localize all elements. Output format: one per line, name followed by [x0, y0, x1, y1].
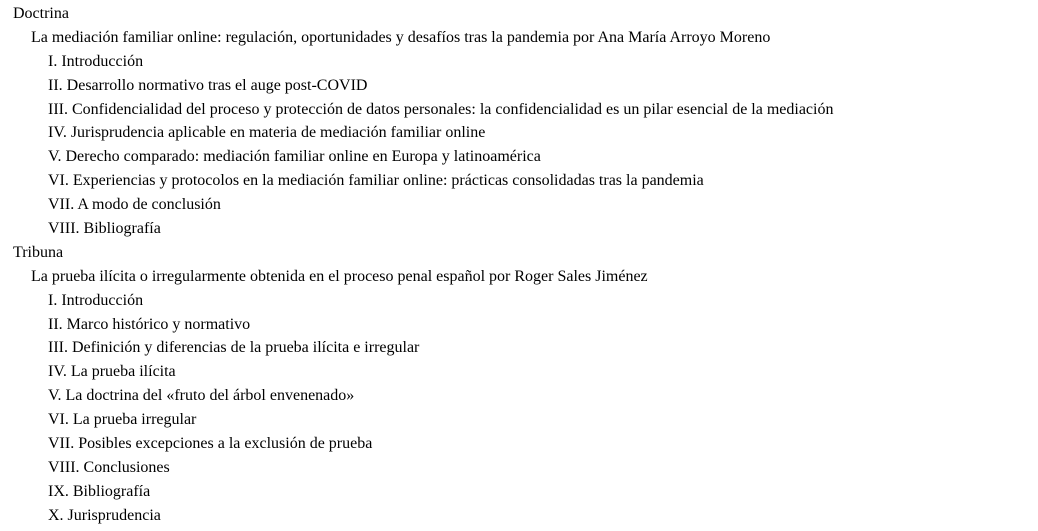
toc-chapter[interactable]: IV. Jurisprudencia aplicable en materia de mediación familiar online — [48, 124, 486, 142]
toc-chapter[interactable]: IX. Bibliografía — [48, 482, 151, 500]
toc-chapter[interactable]: VIII. Conclusiones — [48, 458, 170, 476]
toc-chapter[interactable]: I. Introducción — [48, 291, 144, 309]
toc-chapter[interactable]: VI. La prueba irregular — [48, 411, 197, 429]
toc-chapter[interactable]: III. Confidencialidad del proceso y protección de datos personales: la confidencialidad es un pilar esencial de la mediación — [48, 100, 834, 118]
toc-chapter[interactable]: II. Marco histórico y normativo — [48, 315, 251, 333]
toc-chapter[interactable]: V. Derecho comparado: mediación familiar online en Europa y latinoamérica — [48, 148, 541, 166]
toc-chapter[interactable]: VIII. Bibliografía — [48, 220, 161, 238]
toc-chapter[interactable]: VII. Posibles excepciones a la exclusión de prueba — [48, 435, 373, 453]
toc-article-prueba-ilicita[interactable]: La prueba ilícita o irregularmente obtenida en el proceso penal español por Roger Sales Jiménez — [31, 267, 648, 285]
toc-section-doctrina[interactable]: Doctrina — [13, 5, 69, 22]
toc-chapter[interactable]: X. Jurisprudencia — [48, 506, 161, 524]
toc-article-mediacion-familiar[interactable]: La mediación familiar online: regulación, oportunidades y desafíos tras la pandemia por Ana María Arroyo Moreno — [31, 28, 771, 46]
toc-section-tribuna[interactable]: Tribuna — [13, 243, 64, 261]
toc-chapter[interactable]: VII. A modo de conclusión — [48, 196, 221, 214]
toc-chapter[interactable]: I. Introducción — [48, 52, 144, 70]
toc-chapter[interactable]: V. La doctrina del «fruto del árbol envenenado» — [48, 387, 355, 405]
toc-chapter[interactable]: IV. La prueba ilícita — [48, 363, 176, 381]
toc-chapter[interactable]: VI. Experiencias y protocolos en la mediación familiar online: prácticas consolidadas tras la pandemia — [48, 172, 704, 190]
toc-chapter[interactable]: III. Definición y diferencias de la prueba ilícita e irregular — [48, 339, 420, 357]
toc-chapter[interactable]: II. Desarrollo normativo tras el auge post-COVID — [48, 76, 368, 94]
